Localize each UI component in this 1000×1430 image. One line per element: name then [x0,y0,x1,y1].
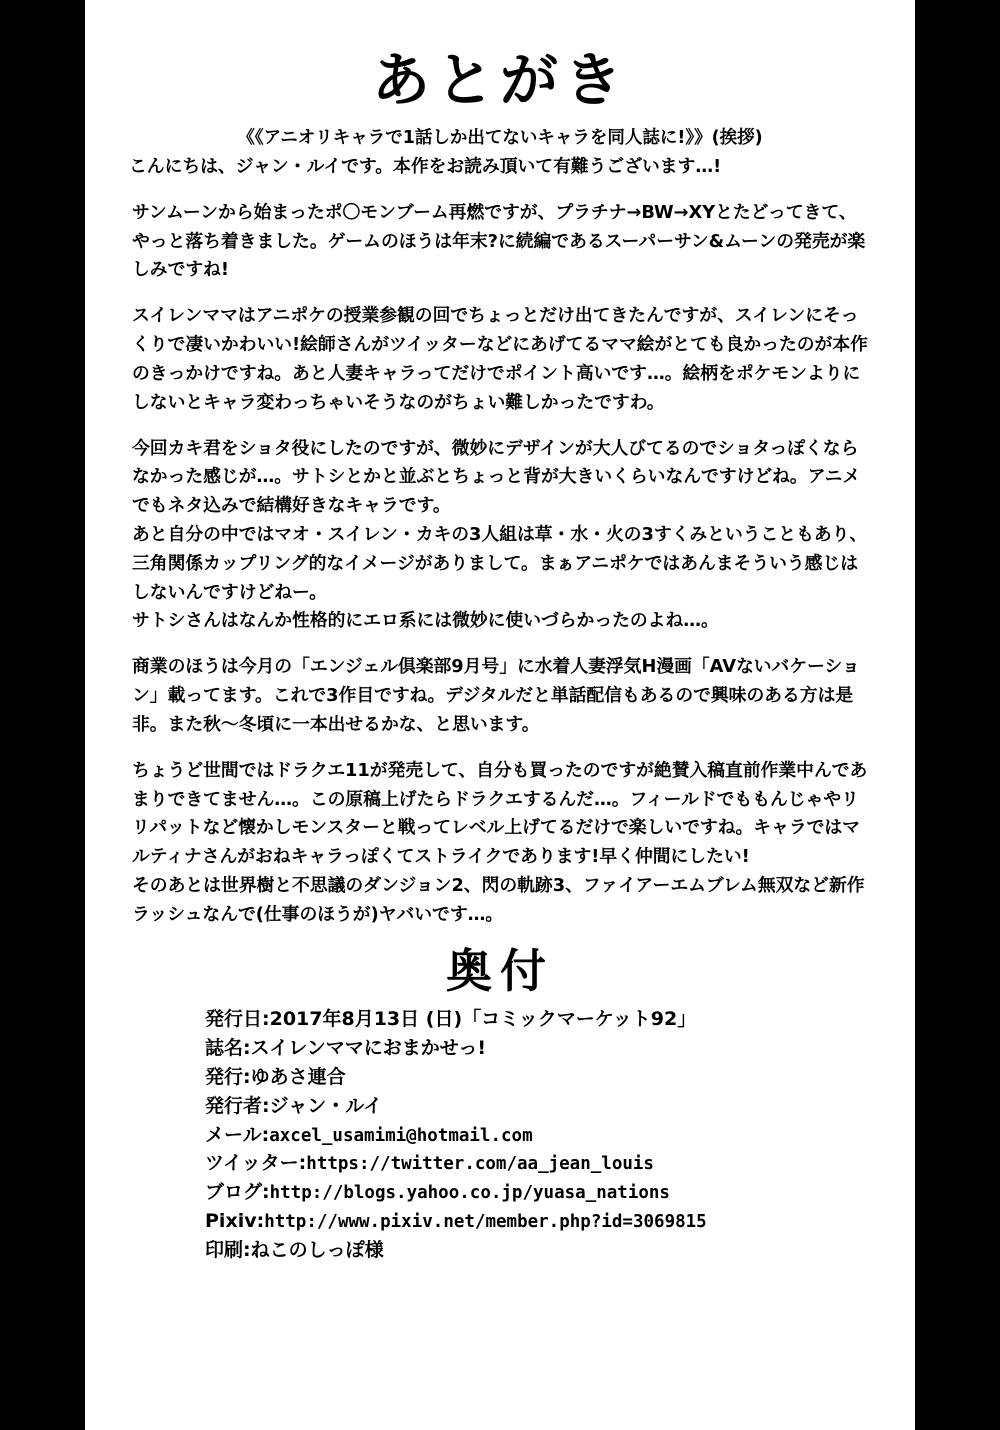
colophon-label: メール: [205,1123,270,1146]
colophon-label: ブログ: [205,1181,270,1204]
colophon-row [205,1092,873,1121]
afterword-paragraph: 商業のほうは今月の「エンジェル倶楽部9月号」に水着人妻浮気H漫画「AVないバケーション」載ってます。これで3作目ですね。デジタルだと単話配信もあるので興味のある方は是非。また秋〜冬頃に一本出せるかな、と思います。 [132,656,860,735]
colophon-value: ねこのしっぽ様 [250,1239,384,1262]
colophon-label: 印刷: [205,1239,251,1262]
colophon-heading: 奥付 [446,943,554,998]
colophon-value: ジャン・ルイ [269,1094,383,1117]
document-content [85,0,915,1430]
colophon-label: 発行日: [205,1008,270,1031]
afterword-paragraph: スイレンママはアニポケの授業参観の回でちょっとだけ出てきたんですが、スイレンにそっくりで凄いかわいい!絵師さんがツイッターなどにあげてるママ絵がとても良かったのが本作のきっかけですね。あと人妻キャラってだけでポイント高いです…。絵柄をポケモンよりにしないとキャラ変わっちゃいそうなのがちょい難しかったですわ。 [132,305,868,413]
colophon-row [205,1236,873,1265]
colophon-value: ゆあさ連合 [250,1065,346,1088]
colophon-value: 2017年8月13日 (日)「コミックマーケット92」 [269,1008,697,1031]
colophon-label: 発行: [205,1065,251,1088]
colophon-label: 発行者: [205,1094,270,1117]
afterword-paragraph: ちょうど世間ではドラクエ11が発売して、自分も買ったのですが絶賛入稿直前作業中んであまりできてません…。この原稿上げたらドラクエするんだ…。フィールドでももんじゃやリリパットなど懐かしモンスターと戦ってレベル上げてるだけで楽しいですね。キャラではマルティナさんがおねキャラっぽくてストライクであります!早く仲間にしたい! そのあとは世界樹と不思議のダンジョン2、閃の軌跡3、ファイアーエムブレム無双など新作ラッシュなんで(仕事のほうが)ヤバいです…。 [132,759,868,925]
colophon-list [127,1005,873,1265]
colophon-row [205,1005,873,1034]
colophon-value-email: axcel_usamimi@hotmail.com [269,1125,533,1146]
colophon-row [205,1178,873,1207]
colophon-row [205,1121,873,1150]
colophon-row [205,1207,873,1236]
colophon-row [205,1034,873,1063]
colophon-value: スイレンママにおまかせっ! [250,1036,487,1059]
colophon-label: 誌名: [205,1036,251,1059]
colophon-value-blog: http://blogs.yahoo.co.jp/yuasa_nations [269,1183,670,1204]
colophon-row [205,1149,873,1178]
afterword-paragraph: サンムーンから始まったポ〇モンブーム再燃ですが、プラチナ→BW→XYとたどってきて、やっと落ち着きました。ゲームのほうは年末?に続編であるスーパーサン&ムーンの発売が楽しみですね! [132,201,866,281]
colophon-value-pixiv: http://www.pixiv.net/member.php?id=3069815 [264,1212,707,1233]
afterword-heading: あとがき [371,46,628,114]
afterword-lead: 《《アニオリキャラで1話しか出てないキャラを同人誌に!》》(挨拶) [237,127,763,148]
paper-sheet [85,0,915,1430]
colophon-value-twitter: https://twitter.com/aa_jean_louis [306,1154,654,1175]
colophon-row [205,1063,873,1092]
afterword-greeting: こんにちは、ジャン・ルイです。本作をお読み頂いて有難うございます…! [129,156,722,178]
colophon-label: Pixiv: [205,1210,265,1233]
colophon-label: ツイッター: [205,1152,307,1175]
afterword-paragraph: 今回カキ君をショタ役にしたのですが、微妙にデザインが大人びてるのでショタっぽくならなかった感じが…。サトシとかと並ぶとちょっと背が大きいくらいなんですけどね。アニメでもネタ込みで結構好きなキャラです。 あと自分の中ではマオ・スイレン・カキの3人組は草・水・火の3すくみということもあり、三角関係カップリング的なイメージがありまして。まぁアニポケではあんまそういう感じはしないんですけどねー。 サトシさんはなんか性格的にエロ系には微妙に使いづらかったのよね…。 [132,437,868,632]
